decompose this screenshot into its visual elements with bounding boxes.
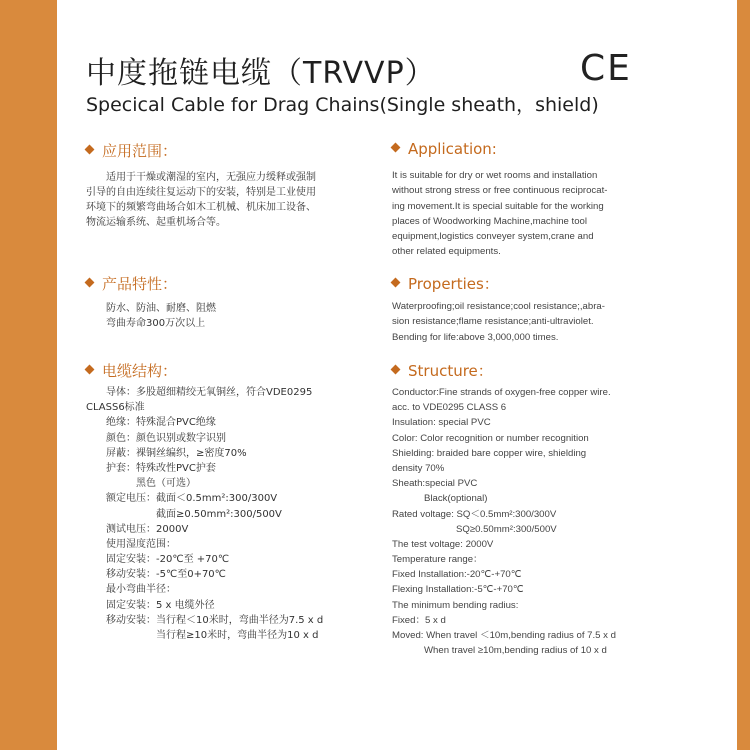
structure-line: Temperature range： xyxy=(392,554,483,566)
diamond-bullet-icon xyxy=(391,365,401,375)
heading-label: 产品特性： xyxy=(102,275,178,293)
structure-line: 固定安装：5 x 电缆外径 xyxy=(86,599,215,611)
structure-line: CLASS6标准 xyxy=(86,402,145,414)
properties-text-en: Waterproofing;oil resistance;cool resistance;,abra- sion resistance;flame resistance;anti-ultraviolet. Bending for life:above 3,000,000 times. xyxy=(392,301,605,343)
structure-line: 最小弯曲半径： xyxy=(86,584,176,596)
structure-line: 固定安装：-20℃至 +70℃ xyxy=(86,554,230,566)
heading-label: Application: xyxy=(408,140,497,158)
heading-label: 应用范围： xyxy=(102,142,178,160)
page-title-en: Specical Cable for Drag Chains(Single sheath，shield) xyxy=(86,94,599,116)
structure-line: Fixed：5 x d xyxy=(392,614,446,626)
application-text-en: It is suitable for dry or wet rooms and installation without strong stress or free continuous reciprocat- ing movement.It is special suitable for the working places of Woodworking Machine,machine tool equipment,logistics conveyer system,crane and other related equipments. xyxy=(392,170,608,258)
left-accent-bar xyxy=(0,0,57,750)
structure-line: 额定电压：截面＜0.5mm²:300/300V xyxy=(86,493,278,505)
page-title-cn: 中度拖链电缆（TRVVP） xyxy=(86,56,436,91)
properties-text-cn: 防水、防油、耐磨、阻燃 弯曲寿命300万次以上 xyxy=(105,303,216,329)
structure-line: 使用湿度范围： xyxy=(86,538,176,550)
structure-line: Shielding: braided bare copper wire, shielding xyxy=(392,447,587,459)
application-heading-en xyxy=(392,140,497,158)
diamond-bullet-icon xyxy=(391,278,401,288)
structure-line: 护套：特殊改性PVC护套 xyxy=(86,462,216,474)
structure-line: Rated voltage: SQ＜0.5mm²:300/300V xyxy=(392,508,557,520)
heading-label: Properties： xyxy=(408,275,499,293)
structure-line: The minimum bending radius: xyxy=(392,599,519,611)
diamond-bullet-icon xyxy=(85,365,95,375)
structure-line: 截面≥0.50mm²:300/500V xyxy=(86,508,282,520)
right-accent-bar xyxy=(737,0,750,750)
heading-label: 电缆结构： xyxy=(102,362,178,380)
structure-line: Color: Color recognition or number recognition xyxy=(392,432,589,444)
ce-mark-logo: CE xyxy=(580,48,632,89)
structure-line: 颜色：颜色识别或数字识别 xyxy=(86,432,226,444)
structure-line: acc. to VDE0295 CLASS 6 xyxy=(392,402,507,414)
structure-line: Insulation: special PVC xyxy=(392,417,491,429)
structure-heading-en xyxy=(392,360,493,381)
structure-line: SQ≥0.50mm²:300/500V xyxy=(392,523,557,535)
structure-line: 黑色（可选） xyxy=(86,478,196,490)
structure-heading-cn xyxy=(86,360,177,381)
diamond-bullet-icon xyxy=(85,278,95,288)
properties-heading-en xyxy=(392,273,499,294)
structure-line: Flexing Installation:-5℃-+70℃ xyxy=(392,584,524,596)
structure-line: 导体：多股超细精绞无氧铜丝，符合VDE0295 xyxy=(86,387,313,398)
structure-line: 测试电压：2000V xyxy=(86,523,189,535)
structure-line: Moved: When travel ＜10m,bending radius of 7.5 x d xyxy=(392,630,616,641)
structure-line: Conductor:Fine strands of oxygen-free copper wire. xyxy=(392,387,611,398)
structure-line: 移动安装：当行程＜10米时，弯曲半径为7.5 x d xyxy=(86,614,324,626)
structure-line: 移动安装：-5℃至0+70℃ xyxy=(86,569,226,581)
structure-line: When travel ≥10m,bending radius of 10 x d xyxy=(392,645,607,657)
application-heading-cn xyxy=(86,140,177,161)
properties-heading-cn xyxy=(86,273,177,294)
diamond-bullet-icon xyxy=(391,143,401,153)
structure-line: Sheath:special PVC xyxy=(392,478,478,490)
heading-label: Structure： xyxy=(408,362,493,380)
structure-list-en xyxy=(392,385,616,658)
structure-line: 绝缘：特殊混合PVC绝缘 xyxy=(86,417,216,429)
structure-line: Black(optional) xyxy=(392,493,488,505)
structure-line: density 70% xyxy=(392,462,445,474)
application-text-cn: 适用于干燥或潮湿的室内，无强应力缓释或强制 引导的自由连续往复运动下的安装，特别是工业使用 环境下的频繁弯曲场合如木工机械、机床加工设备、 物流运输系统、起重机场合等。 xyxy=(86,172,316,228)
diamond-bullet-icon xyxy=(85,145,95,155)
structure-line: 屏蔽：裸铜丝编织，≥密度70% xyxy=(86,447,247,459)
structure-list-cn xyxy=(86,385,323,643)
structure-line: The test voltage: 2000V xyxy=(392,538,494,550)
structure-line: 当行程≥10米时，弯曲半径为10 x d xyxy=(86,630,319,641)
structure-line: Fixed Installation:-20℃-+70℃ xyxy=(392,569,522,581)
